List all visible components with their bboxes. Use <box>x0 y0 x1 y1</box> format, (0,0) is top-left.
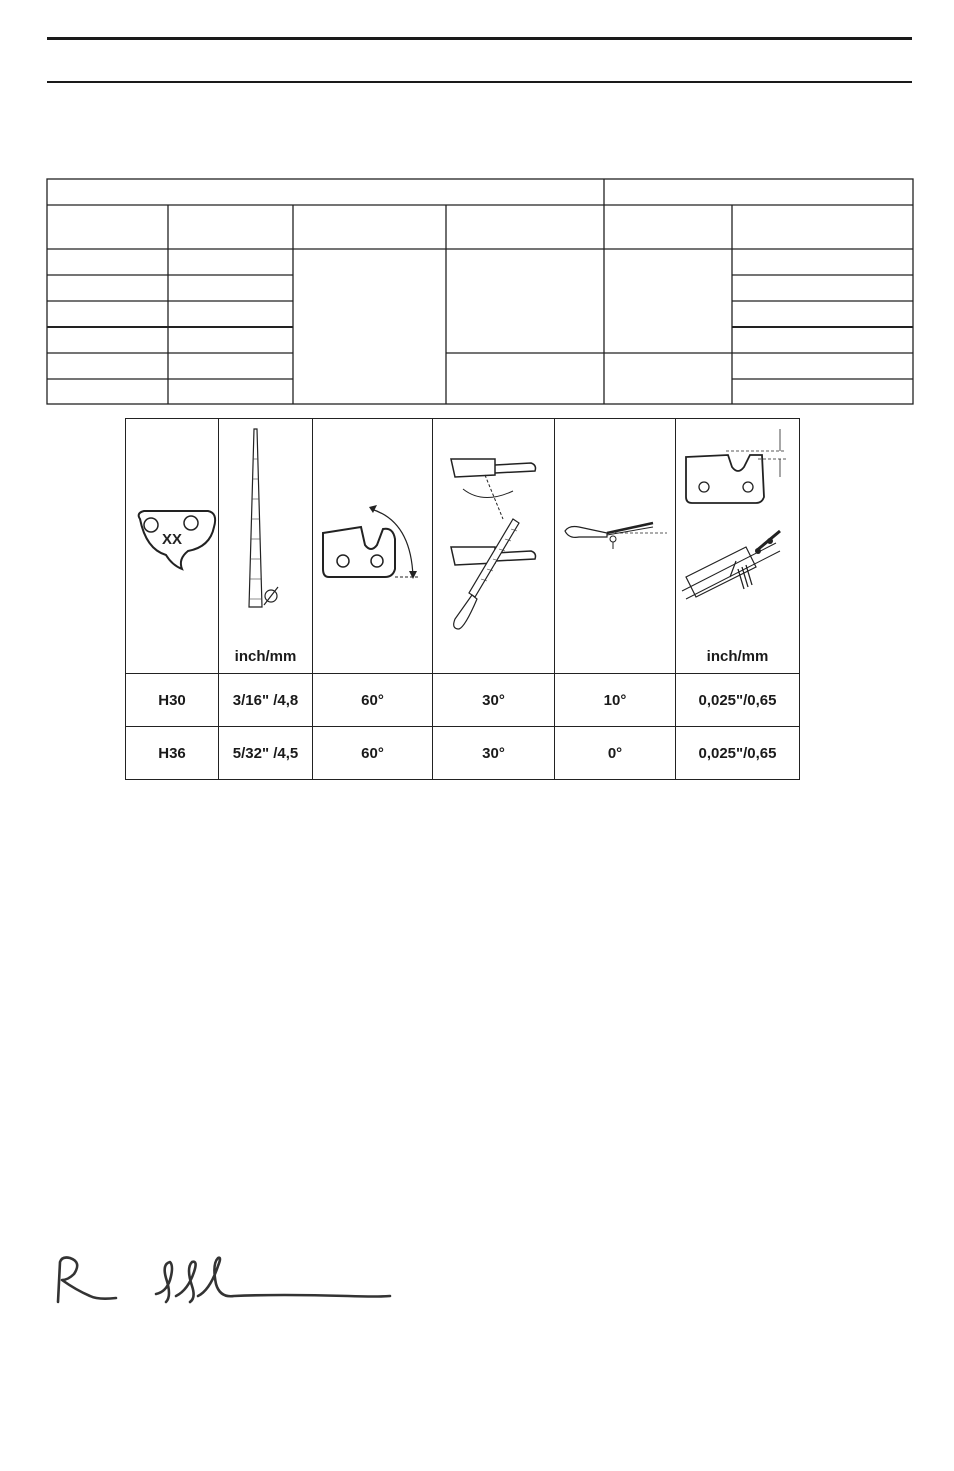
signature <box>48 1250 398 1310</box>
filing-angle: 30° <box>433 727 555 780</box>
filing-angle-icon <box>433 419 554 669</box>
tilt-angle: 10° <box>555 674 676 727</box>
top-plate-angle: 60° <box>313 727 433 780</box>
filing-angle-cell <box>433 419 555 674</box>
file-unit: inch/mm <box>234 648 297 665</box>
cutter-mark: XX <box>161 531 183 548</box>
file-size: 5/32" /4,5 <box>219 727 313 780</box>
file-holder-icon <box>555 419 675 669</box>
chain-code: H30 <box>126 674 219 727</box>
sharpening-table <box>125 418 800 780</box>
diagram-row <box>126 419 800 674</box>
depth-gauge-cell <box>676 419 800 674</box>
top-plate-angle-icon <box>313 419 432 669</box>
top-plate-angle: 60° <box>313 674 433 727</box>
file-size: 3/16" /4,8 <box>219 674 313 727</box>
cutter-id-icon <box>126 419 218 669</box>
cutter-id-cell <box>126 419 219 674</box>
filing-angle: 30° <box>433 674 555 727</box>
depth-gauge: 0,025"/0,65 <box>676 674 800 727</box>
tilt-angle-cell <box>555 419 676 674</box>
file-diameter-cell <box>219 419 313 674</box>
specification-table <box>0 0 954 420</box>
table-row <box>126 727 800 780</box>
tilt-angle: 0° <box>555 727 676 780</box>
chain-code: H36 <box>126 727 219 780</box>
depth-gauge: 0,025"/0,65 <box>676 727 800 780</box>
depth-gauge-icon <box>676 419 799 629</box>
top-plate-angle-cell <box>313 419 433 674</box>
depth-unit: inch/mm <box>706 648 769 665</box>
round-file-icon <box>219 419 312 629</box>
table-row <box>126 674 800 727</box>
